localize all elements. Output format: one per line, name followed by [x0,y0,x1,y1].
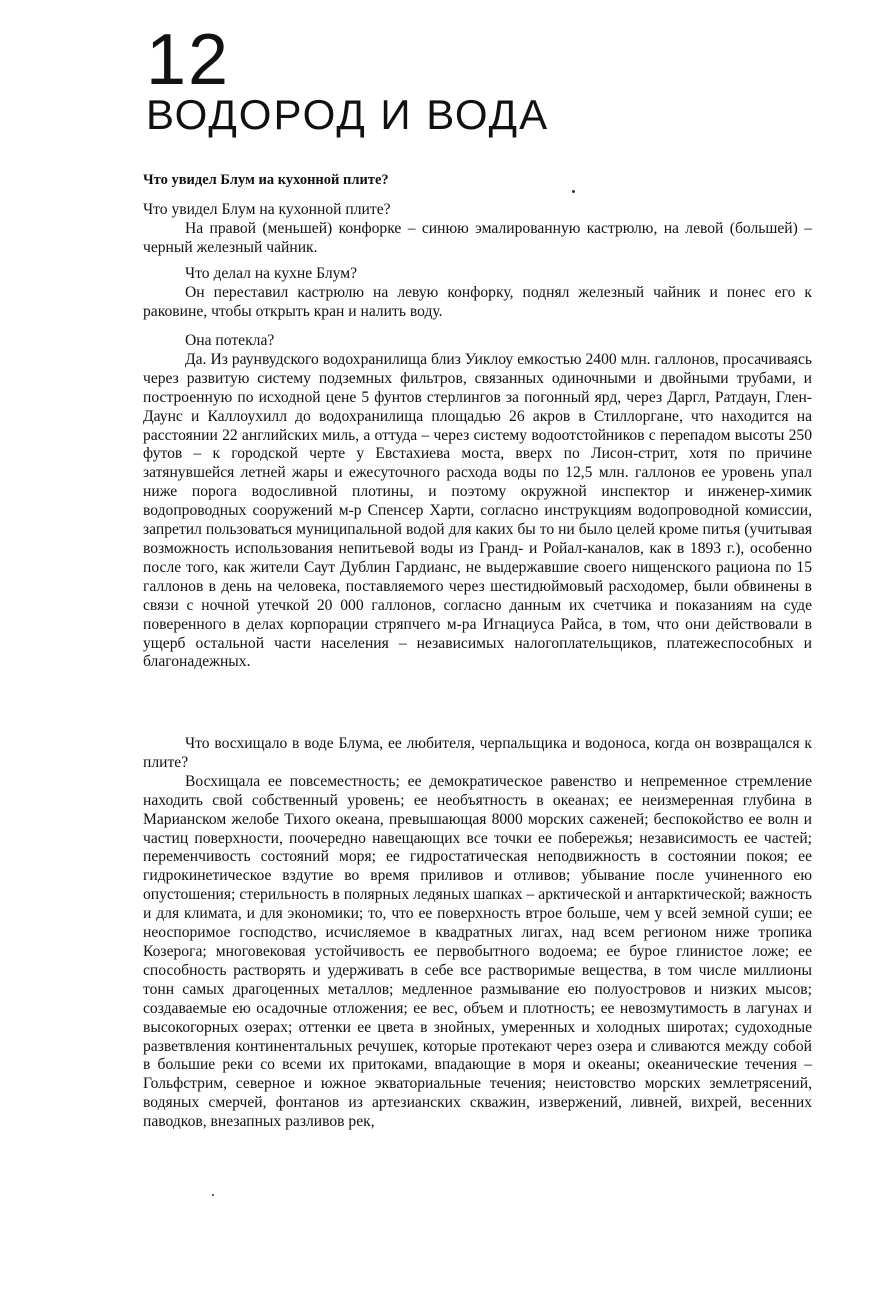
answer-paragraph: Он переставил кастрюлю на левую конфорку, поднял железный чайник и понес его к раковине, чтобы открыть кран и налить воду. [143,283,812,320]
text-block-1 [143,201,812,258]
scan-speck [572,190,575,193]
question-paragraph: Что делал на кухне Блум? [185,265,358,282]
scan-speck [212,1194,214,1196]
question-paragraph: Что увидел Блум на кухонной плите? [143,201,391,218]
text-block-2 [143,265,812,322]
answer-paragraph: Восхищала ее повсеместность; ее демократическое равенство и непременное стремление находить свой собственный уровень; ее необъятность в океанах; ее неизмеренная глубина в Марианском желобе Тихого океана, превышающая 8000 морских саженей; беспокойство ее волн и частиц поверхности, поочередно навещающих все точки ее побережья; независимость ее частей; переменчивость состояний моря; ее гидростатическая неподвижность в состоянии покоя; ее гидрокинетическое вздутие во время приливов и отливов; убывание после учиненного ею опустошения; стерильность в полярных ледяных шапках – арктической и антарктической; важность и для климата, и для экономики; то, что ее поверхность втрое больше, чем у всей земной суши; ее неоспоримое господство, исчисляемое в квадратных лигах, над всем регионом ниже тропика Козерога; многовековая устойчивость ее первобытного водоема; ее бурое глинистое ложе; ее способность растворять и удерживать в себе все растворимые вещества, в том числе миллионы тонн самых драгоценных металлов; медленное размывание ею полуостровов и низких мысов; создаваемые ею осадочные отложения; ее вес, объем и плотность; ее невозмутимость в лагунах и высокогорных озерах; оттенки ее цвета в знойных, умеренных и холодных широтах; судоходные разветвления континентальных речушек, которые протекают через озера и сливаются между собой в большие реки со всеми их притоками, впадающие в моря и океаны; океанические течения – Гольфстрим, северное и южное экваториальные течения; неистовство морских землетрясений, водяных смерчей, фонтанов из артезианских скважин, извержений, ливней, вихрей, весенних паводков, внезапных разливов рек, [143,772,812,1131]
text-block-3 [143,332,812,672]
text-block-4 [143,735,812,1132]
question-paragraph: Что восхищало в воде Блума, ее любителя, черпальщика и водоноса, когда он возвращался к плите? [143,735,812,771]
section-heading: Что увидел Блум иа кухонной плите? [143,172,389,188]
question-paragraph: Она потекла? [185,332,275,349]
answer-paragraph: На правой (меньшей) конфорке – синюю эмалированную кастрюлю, на левой (большей) – черный железный чайник. [143,219,812,256]
answer-paragraph: Да. Из раунвудского водохранилища близ Уиклоу емкостью 2400 млн. галлонов, просачиваясь через развитую систему подземных фильтров, связанных одиночными и двойными трубами, и построенную по исходной цене 5 фунтов стерлингов за погонный ярд, через Даргл, Ратдаун, Глен-Даунс и Каллоухилл до водохранилища площадью 26 акров в Стиллоргане, что находится на расстоянии 22 английских миль, а оттуда – через систему водоотстойников с перепадом высоты 250 футов – к городской черте у Евстахиева моста, вверх по Лисон-стрит, хотя по причине затянувшейся летней жары и ежесуточного расхода воды по 12,5 млн. галлонов ее уровень упал ниже порога водосливной плотины, и поэтому окружной инспектор и инженер-химик водопроводных сооружений м-р Спенсер Харти, согласно инструкциям водопроводной комиссии, запретил пользоваться муниципальной водой для каких бы то ни было целей кроме питья (учитывая возможность использования непитьевой воды из Гранд- и Ройал-каналов, как в 1893 г.), особенно после того, как жители Саут Дублин Гардианс, не выдержавшие своего нищенского рациона по 15 галлонов в день на человека, поставляемого через шестидюймовый расходомер, были обвинены в связи с ночной утечкой 20 000 галлонов, согласно данным их счетчика и показаниям на суде поверенного в делах корпорации стряпчего м-ра Игнациуса Райса, в том, что они действовали в ущерб остальной части населения – независимых налогоплательщиков, платежеспособных и благонадежных. [143,350,812,671]
chapter-number: 12 [146,20,231,100]
chapter-title: ВОДОРОД И ВОДА [146,91,550,138]
